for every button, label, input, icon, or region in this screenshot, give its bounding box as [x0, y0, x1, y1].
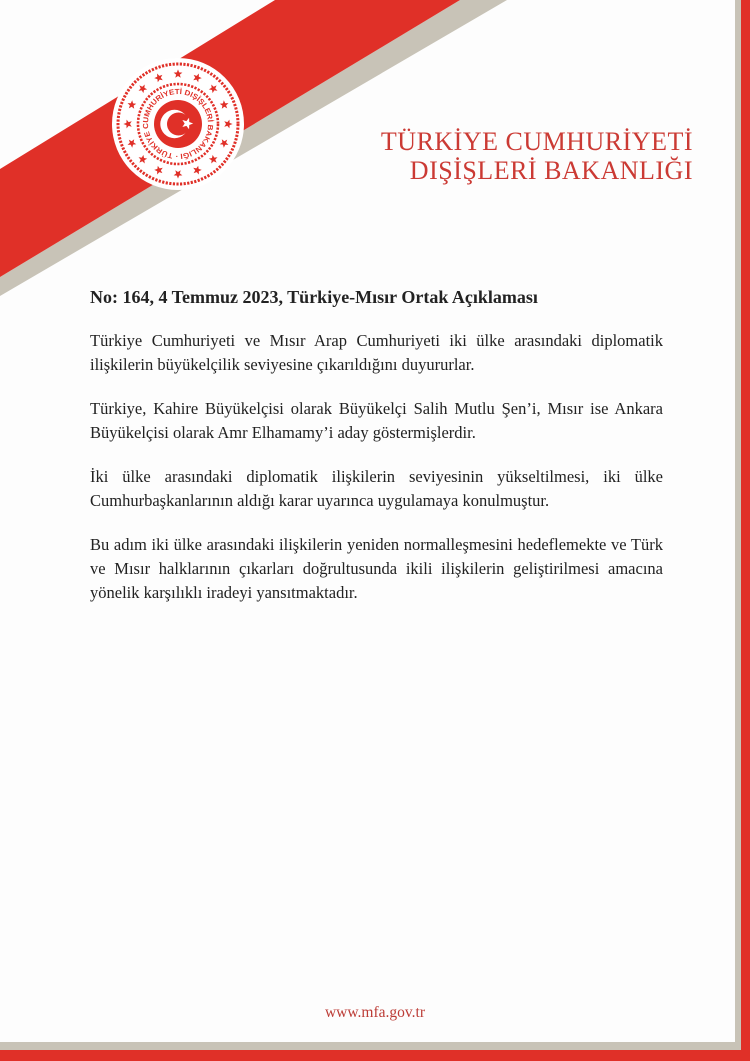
document-heading: No: 164, 4 Temmuz 2023, Türkiye-Mısır Ortak Açıklaması [90, 287, 538, 307]
paragraph: Bu adım iki ülke arasındaki ilişkilerin yeniden normalleşmesini hedeflemekte ve Türk ve Mısır halklarının çıkarları doğrultusunda ikili ilişkilerin geliştirilmesi amacına yönelik karşılıklı iradeyi yansıtmaktadır. [90, 535, 663, 602]
ministry-title-line1: TÜRKİYE CUMHURİYETİ [380, 127, 693, 156]
footer [0, 1004, 750, 1022]
paragraph: Türkiye Cumhuriyeti ve Mısır Arap Cumhuriyeti iki ülke arasındaki diplomatik ilişkilerin büyükelçilik seviyesine çıkarıldığını duyururlar. [90, 331, 663, 374]
footer-url-link[interactable]: www.mfa.gov.tr [324, 1004, 425, 1021]
ministry-title [381, 127, 693, 185]
ministry-title-line2: DIŞİŞLERİ BAKANLIĞI [409, 156, 693, 185]
ministry-seal-icon [112, 58, 244, 190]
paragraph: İki ülke arasındaki diplomatik ilişkilerin seviyesinin yükseltilmesi, iki ülke Cumhurbaşkanlarının aldığı karar uyarınca uygulamaya konulmuştur. [90, 467, 663, 510]
page-border-right [741, 0, 750, 1061]
page-border-bottom-shadow [0, 1042, 750, 1050]
page-border-bottom [0, 1050, 750, 1061]
paragraph: Türkiye, Kahire Büyükelçisi olarak Büyükelçi Salih Mutlu Şen’i, Mısır ise Ankara Büyükelçisi olarak Amr Elhamamy’i aday göstermişlerdir. [90, 399, 663, 442]
seal-ring-text: · TÜRKİYE CUMHURİYETİ DIŞİŞLERİ BAKANLIĞI [140, 86, 216, 162]
document-body [90, 285, 663, 625]
